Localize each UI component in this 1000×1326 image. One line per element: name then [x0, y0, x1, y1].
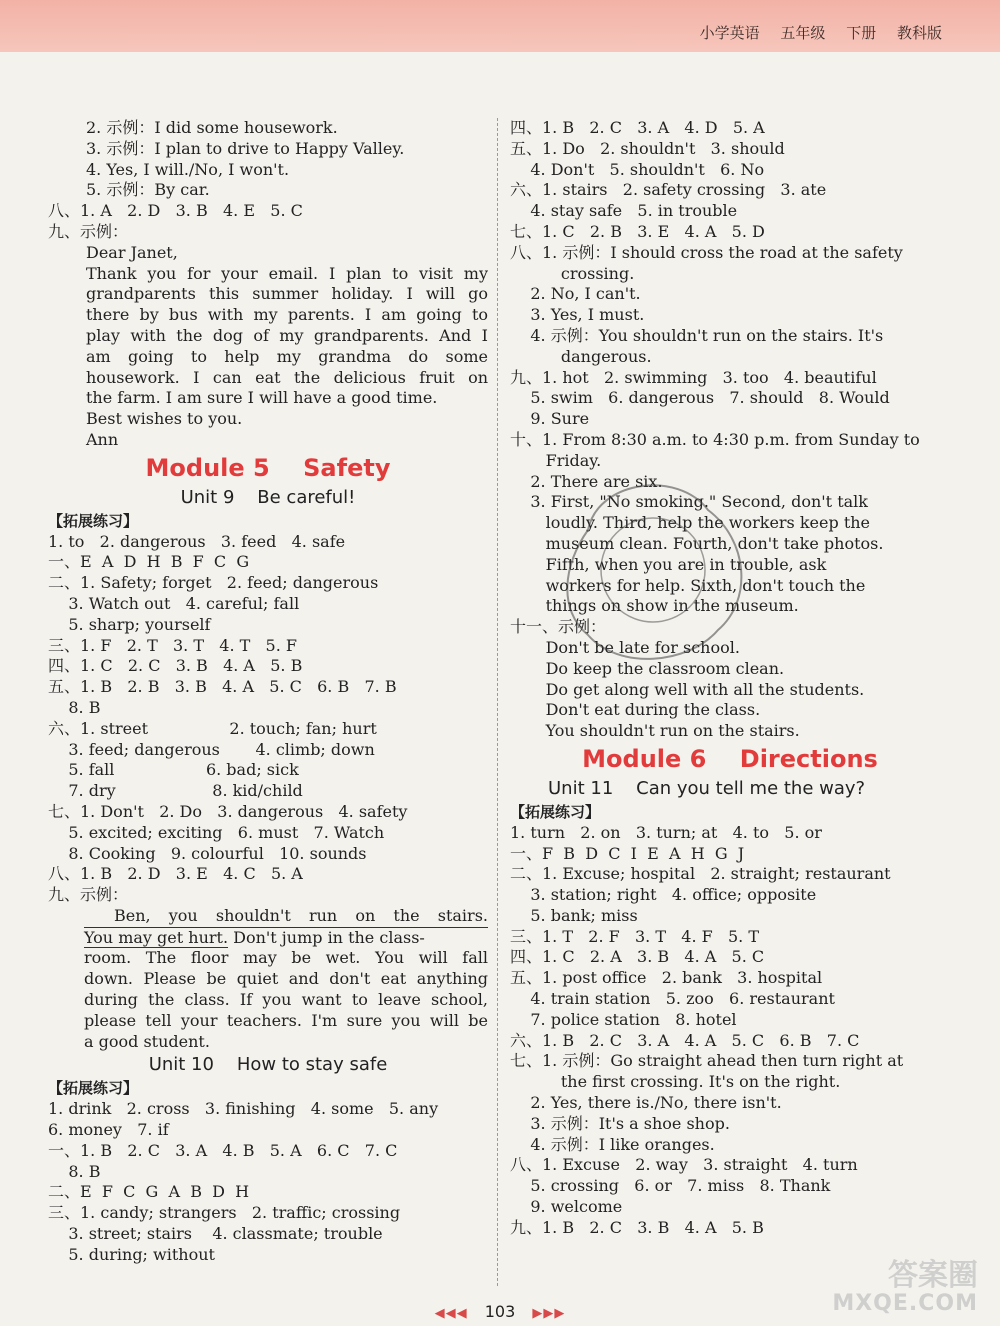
answer-line: 7. police station 8. hotel	[510, 1009, 737, 1029]
essay-line: a good student.	[84, 1031, 210, 1051]
answer-line: Don't be late for school.	[510, 637, 740, 657]
unit-10-title: Unit 10 How to stay safe	[148, 1054, 388, 1076]
answer-line: 六、1. street 2. touch; fan; hurt	[48, 718, 377, 738]
letter-greeting: Dear Janet,	[86, 242, 178, 262]
essay-line: Ben, you shouldn't run on the stairs.	[84, 906, 488, 928]
answer-line: 2. No, I can't.	[510, 284, 641, 304]
answer-line: 八、1. B 2. D 3. E 4. C 5. A	[48, 864, 303, 884]
unit-10-answers	[48, 1099, 488, 1265]
answer-line: 3. station; right 4. office; opposite	[510, 885, 817, 905]
answer-line: 4. stay safe 5. in trouble	[510, 201, 738, 221]
letter-line: play with the dog of my grandparents. And I	[86, 325, 488, 345]
essay-text: Don't jump in the class-	[228, 927, 425, 947]
essay-line: during the class. If you want to leave school,	[84, 990, 488, 1010]
letter-line: there by bus with my parents. I am going to	[86, 305, 488, 325]
letter-line: am going to help my grandma do some	[86, 346, 488, 366]
answer-line: Don't eat during the class.	[510, 700, 761, 720]
unit-9-answers	[48, 532, 488, 906]
book-tags	[684, 22, 942, 43]
essay-line	[84, 928, 488, 949]
answer-line: 九、示例：	[48, 885, 129, 905]
answer-line: 二、1. Excuse; hospital 2. straight; restaurant	[510, 864, 891, 884]
answer-line: workers for help. Sixth, don't touch the	[510, 575, 866, 595]
answer-line: dangerous.	[510, 346, 652, 366]
answer-line: crossing.	[510, 263, 635, 283]
answer-line: 1. turn 2. on 3. turn; at 4. to 5. or	[510, 822, 822, 842]
answer-line: 一、1. B 2. C 3. A 4. B 5. A 6. C 7. C	[48, 1140, 398, 1160]
unit-9-title: Unit 9 Be careful!	[180, 486, 356, 508]
answer-line: 4. 示例：You shouldn't run on the stairs. It's	[510, 325, 884, 345]
answer-line: 三、1. F 2. T 3. T 4. T 5. F	[48, 635, 298, 655]
answer-line: 5. swim 6. dangerous 7. should 8. Would	[510, 388, 890, 408]
answer-line: 七、1. 示例：Go straight ahead then turn right at	[510, 1051, 904, 1071]
answer-line: 九、1. B 2. C 3. B 4. A 5. B	[510, 1217, 764, 1237]
tag-grade: 五年级	[780, 24, 826, 42]
watermark-site: MXQE.COM	[832, 1291, 978, 1316]
answer-line: 3. 示例：I plan to drive to Happy Valley.	[86, 138, 405, 158]
letter-closing: Best wishes to you.	[86, 409, 243, 429]
essay-line: please tell your teachers. I'm sure you will be	[84, 1010, 488, 1030]
answer-line: 3. 示例：It's a shoe shop.	[510, 1113, 730, 1133]
answer-line: 4. train station 5. zoo 6. restaurant	[510, 989, 835, 1009]
answer-line: 九、示例：	[48, 221, 129, 241]
answer-line: 5. bank; miss	[510, 905, 638, 925]
essay-line: down. Please be quiet and don't eat anything	[84, 969, 488, 989]
answer-line: 七、1. C 2. B 3. E 4. A 5. D	[510, 221, 765, 241]
answer-line: 1. to 2. dangerous 3. feed 4. safe	[48, 531, 346, 551]
answer-line: 一、F B D C I E A H G J	[510, 843, 745, 863]
answer-line: 七、1. Don't 2. Do 3. dangerous 4. safety	[48, 801, 408, 821]
module-5-title: Module 5 Safety	[145, 453, 391, 482]
answer-line: 八、1. 示例：I should cross the road at the safety	[510, 242, 903, 262]
answer-line: 三、1. T 2. F 3. T 4. F 5. T	[510, 926, 760, 946]
answer-line: 2. Yes, there is./No, there isn't.	[510, 1093, 782, 1113]
answer-line: 5. fall 6. bad; sick	[48, 760, 299, 780]
answer-line: 一、E A D H B F C G	[48, 552, 250, 572]
essay-line: room. The floor may be wet. You will fall	[84, 948, 488, 968]
practice-label: 【拓展练习】	[48, 1079, 139, 1098]
answer-line: 六、1. B 2. C 3. A 4. A 5. C 6. B 7. C	[510, 1030, 860, 1050]
answer-line: 三、1. candy; strangers 2. traffic; crossing	[48, 1203, 401, 1223]
left-arrows: ◀◀◀	[434, 1306, 468, 1321]
answer-line: 3. Yes, I must.	[510, 305, 645, 325]
ink-stamp-overlay	[548, 470, 758, 670]
answer-line: 五、1. post office 2. bank 3. hospital	[510, 968, 823, 988]
answer-line: 六、1. stairs 2. safety crossing 3. ate	[510, 180, 827, 200]
letter-line: Thank you for your email. I plan to visit my	[86, 263, 488, 283]
tag-edition: 教科版	[896, 24, 942, 42]
answer-line: 八、1. Excuse 2. way 3. straight 4. turn	[510, 1155, 858, 1175]
answer-line: 3. feed; dangerous 4. climb; down	[48, 739, 375, 759]
answer-line: 8. Cooking 9. colourful 10. sounds	[48, 843, 367, 863]
answer-line: 4. Yes, I will./No, I won't.	[86, 159, 290, 179]
answer-line: 四、1. C 2. C 3. B 4. A 5. B	[48, 656, 303, 676]
answer-line: 8. B	[48, 697, 101, 717]
unit-11-answers	[510, 823, 950, 1239]
letter-signature: Ann	[86, 429, 119, 449]
answer-line: 3. street; stairs 4. classmate; trouble	[48, 1224, 383, 1244]
answer-line: 十、1. From 8:30 a.m. to 4:30 p.m. from Sunday to	[510, 429, 920, 449]
answer-line: 9. welcome	[510, 1197, 623, 1217]
answer-line: 5. sharp; yourself	[48, 614, 211, 634]
answer-line: 2. 示例：I did some housework.	[86, 118, 338, 137]
watermark-text: 答案圈	[888, 1258, 978, 1293]
answer-line: 二、E F C G A B D H	[48, 1182, 250, 1202]
column-divider	[497, 118, 498, 1286]
answer-line: loudly. Third, help the workers keep the	[510, 513, 871, 533]
answer-line: 4. 示例：I like oranges.	[510, 1134, 715, 1154]
answer-line: things on show in the museum.	[510, 596, 799, 616]
answer-line: 7. dry 8. kid/child	[48, 781, 303, 801]
answer-line: Friday.	[510, 450, 602, 470]
right-arrows: ▶▶▶	[532, 1306, 566, 1321]
tag-volume: 下册	[846, 24, 877, 42]
site-watermark	[832, 1258, 978, 1318]
answer-line: the first crossing. It's on the right.	[510, 1072, 841, 1092]
answer-line: 4. Don't 5. shouldn't 6. No	[510, 159, 765, 179]
answer-line: 四、1. B 2. C 3. A 4. D 5. A	[510, 118, 765, 137]
answer-line: 2. There are six.	[510, 471, 663, 491]
answer-line: 五、1. Do 2. shouldn't 3. should	[510, 138, 785, 158]
answer-line: Fifth, when you are in trouble, ask	[510, 554, 827, 574]
answer-line: 5. during; without	[48, 1244, 215, 1264]
letter-line: the farm. I am sure I will have a good time.	[86, 388, 438, 408]
right-column	[510, 118, 950, 1239]
answer-line: 十一、示例：	[510, 617, 607, 637]
practice-label: 【拓展练习】	[48, 511, 139, 530]
answer-line: 8. B	[48, 1161, 101, 1181]
answer-line: 9. Sure	[510, 409, 590, 429]
answer-line: 5. 示例：By car.	[86, 180, 210, 200]
tag-subject: 小学英语	[699, 24, 760, 42]
practice-label: 【拓展练习】	[510, 802, 601, 821]
left-column	[48, 118, 488, 1266]
module-6-title: Module 6 Directions	[582, 744, 878, 773]
answer-line: museum clean. Fourth, don't take photos.	[510, 533, 884, 553]
answer-line: 5. crossing 6. or 7. miss 8. Thank	[510, 1176, 831, 1196]
answer-line: 6. money 7. if	[48, 1120, 169, 1140]
page-number: 103	[484, 1302, 516, 1321]
answer-line: 5. excited; exciting 6. must 7. Watch	[48, 822, 385, 842]
answer-line: 八、1. A 2. D 3. B 4. E 5. C	[48, 201, 303, 221]
answer-line: 3. Watch out 4. careful; fall	[48, 593, 300, 613]
letter-line: grandparents this summer holiday. I will go	[86, 284, 488, 304]
answer-line: 九、1. hot 2. swimming 3. too 4. beautiful	[510, 367, 877, 387]
answer-line: Do get along well with all the students.	[510, 679, 865, 699]
letter-line: housework. I can eat the delicious fruit on	[86, 367, 488, 387]
answer-line: You shouldn't run on the stairs.	[510, 721, 800, 741]
letter-body	[48, 264, 488, 410]
sample-essay	[48, 906, 488, 1053]
answer-line: 四、1. C 2. A 3. B 4. A 5. C	[510, 947, 765, 967]
answer-line: Do keep the classroom clean.	[510, 658, 785, 678]
essay-underlined: You may get hurt.	[84, 927, 229, 947]
answer-line: 二、1. Safety; forget 2. feed; dangerous	[48, 573, 379, 593]
answer-line: 3. First, "No smoking." Second, don't talk	[510, 492, 868, 512]
unit-11-title: Unit 11 Can you tell me the way?	[548, 777, 866, 799]
answer-line: 五、1. B 2. B 3. B 4. A 5. C 6. B 7. B	[48, 677, 397, 697]
page-header-band	[0, 0, 1000, 52]
answer-line: 1. drink 2. cross 3. finishing 4. some 5. any	[48, 1099, 439, 1119]
